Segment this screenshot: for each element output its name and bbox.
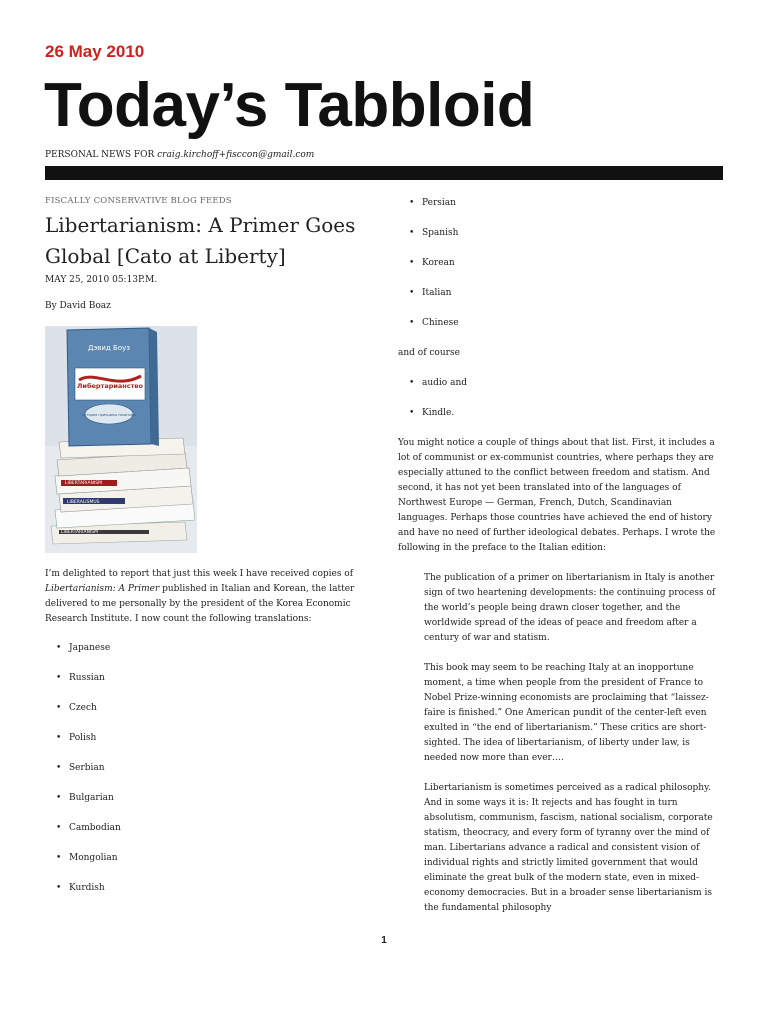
list-item: • Japanese bbox=[45, 641, 375, 656]
notice-paragraph: You might notice a couple of things about that list. First, it includes a lot of communist or ex-communist countries, where perhaps they are especially attuned to the conflict between freedom and statism. And second, it has not yet been translated into of the languages of Northwest Europe — German, French, Dutch, Scandinavian languages. Perhaps those countries have achieved the end of history and have no need of further ideological debates. Perhaps. I wrote the following in the preface to the Italian edition: bbox=[398, 438, 716, 553]
list-item: • Kurdish bbox=[45, 881, 375, 896]
book-title-text: Либертарианство bbox=[77, 382, 143, 390]
list-item: • Serbian bbox=[45, 761, 375, 776]
book-author-text: Дэвид Боуз bbox=[88, 344, 130, 352]
intro-paragraph bbox=[45, 567, 375, 627]
recipient-email: craig.kirchoff+fisccon@gmail.com bbox=[157, 150, 315, 160]
spine-title-2: LIBERALISMUS bbox=[67, 500, 100, 505]
formats-list bbox=[398, 376, 723, 421]
list-item: • Kindle. bbox=[398, 406, 723, 421]
quote-paragraph-3: Libertarianism is sometimes perceived as a radical philosophy. And in some ways it is: It rejects and has fought in turn absolutism, communism, fascism, national socialism, corporate statism, theocracy, and every form of tyranny over the mind of man. Libertarians advance a radical and consistent vision of individual rights and strictly limited government that would eliminate the great bulk of the modern state, even in mixed-economy democracies. But in a broader sense libertarianism is the fundamental philosophy bbox=[424, 783, 713, 913]
date-label: 26 May 2010 bbox=[45, 42, 145, 61]
list-item: • Spanish bbox=[398, 226, 723, 241]
list-item: • Chinese bbox=[398, 316, 723, 331]
article-headline[interactable]: Libertarianism: A Primer Goes Global [Cato at Liberty] bbox=[45, 213, 356, 268]
personal-news-line bbox=[45, 150, 314, 160]
list-item: • Polish bbox=[45, 731, 375, 746]
list-item: • Bulgarian bbox=[45, 791, 375, 806]
book-title-italic: Libertarianism: A Primer bbox=[45, 584, 160, 594]
personal-prefix: PERSONAL NEWS FOR bbox=[45, 150, 158, 160]
list-item: • Persian bbox=[398, 196, 723, 211]
list-item: • Cambodian bbox=[45, 821, 375, 836]
book-stack bbox=[51, 438, 195, 544]
book-stack-image bbox=[45, 326, 197, 553]
translations-list-left bbox=[45, 641, 375, 896]
translations-list-right bbox=[398, 196, 723, 331]
and-of-course-text: and of course bbox=[398, 348, 460, 358]
spine-title-1: LIBERTARIANISM bbox=[65, 481, 103, 486]
intro-text-end: published in Italian and Korean, the latter delivered to me personally by the president of the Korea Economic Research Institute. I now count the following translations: bbox=[45, 584, 355, 624]
list-item: • Italian bbox=[398, 286, 723, 301]
list-item: • Russian bbox=[45, 671, 375, 686]
article-timestamp: MAY 25, 2010 05:13P.M. bbox=[45, 275, 158, 285]
quote-paragraph-1: The publication of a primer on libertarianism in Italy is another sign of two heartening developments: the continuing process of the world’s people being drawn closer together, and the worldwide spread of the ideas of peace and freedom after a century of war and statism. bbox=[424, 573, 716, 643]
list-item: • Czech bbox=[45, 701, 375, 716]
list-item: • Mongolian bbox=[45, 851, 375, 866]
page-number: 1 bbox=[381, 935, 387, 946]
intro-text-start: I’m delighted to report that just this week I have received copies of bbox=[45, 569, 354, 579]
publication-title: Today’s Tabbloid bbox=[44, 71, 535, 140]
book-subtitle-text: история принципы политика bbox=[82, 413, 136, 417]
article-byline: By David Boaz bbox=[45, 301, 111, 311]
header-rule bbox=[45, 166, 723, 180]
list-item: • Korean bbox=[398, 256, 723, 271]
list-item: • audio and bbox=[398, 376, 723, 391]
quote-paragraph-2: This book may seem to be reaching Italy at an inopportune moment, a time when people from the president of France to Nobel Prize-winning economists are proclaiming that “laissez-faire is finished.” One American pundit of the center-left even exulted in “the end of libertarianism.” These critics are short-sighted. The idea of libertarianism, of liberty under law, is needed now more than ever…. bbox=[424, 663, 709, 763]
preface-quote bbox=[424, 571, 723, 916]
article-kicker: FISCALLY CONSERVATIVE BLOG FEEDS bbox=[45, 196, 232, 206]
spine-title-3: LIBERTARIANISM bbox=[61, 530, 99, 535]
left-column bbox=[45, 196, 375, 911]
right-column bbox=[398, 196, 723, 916]
